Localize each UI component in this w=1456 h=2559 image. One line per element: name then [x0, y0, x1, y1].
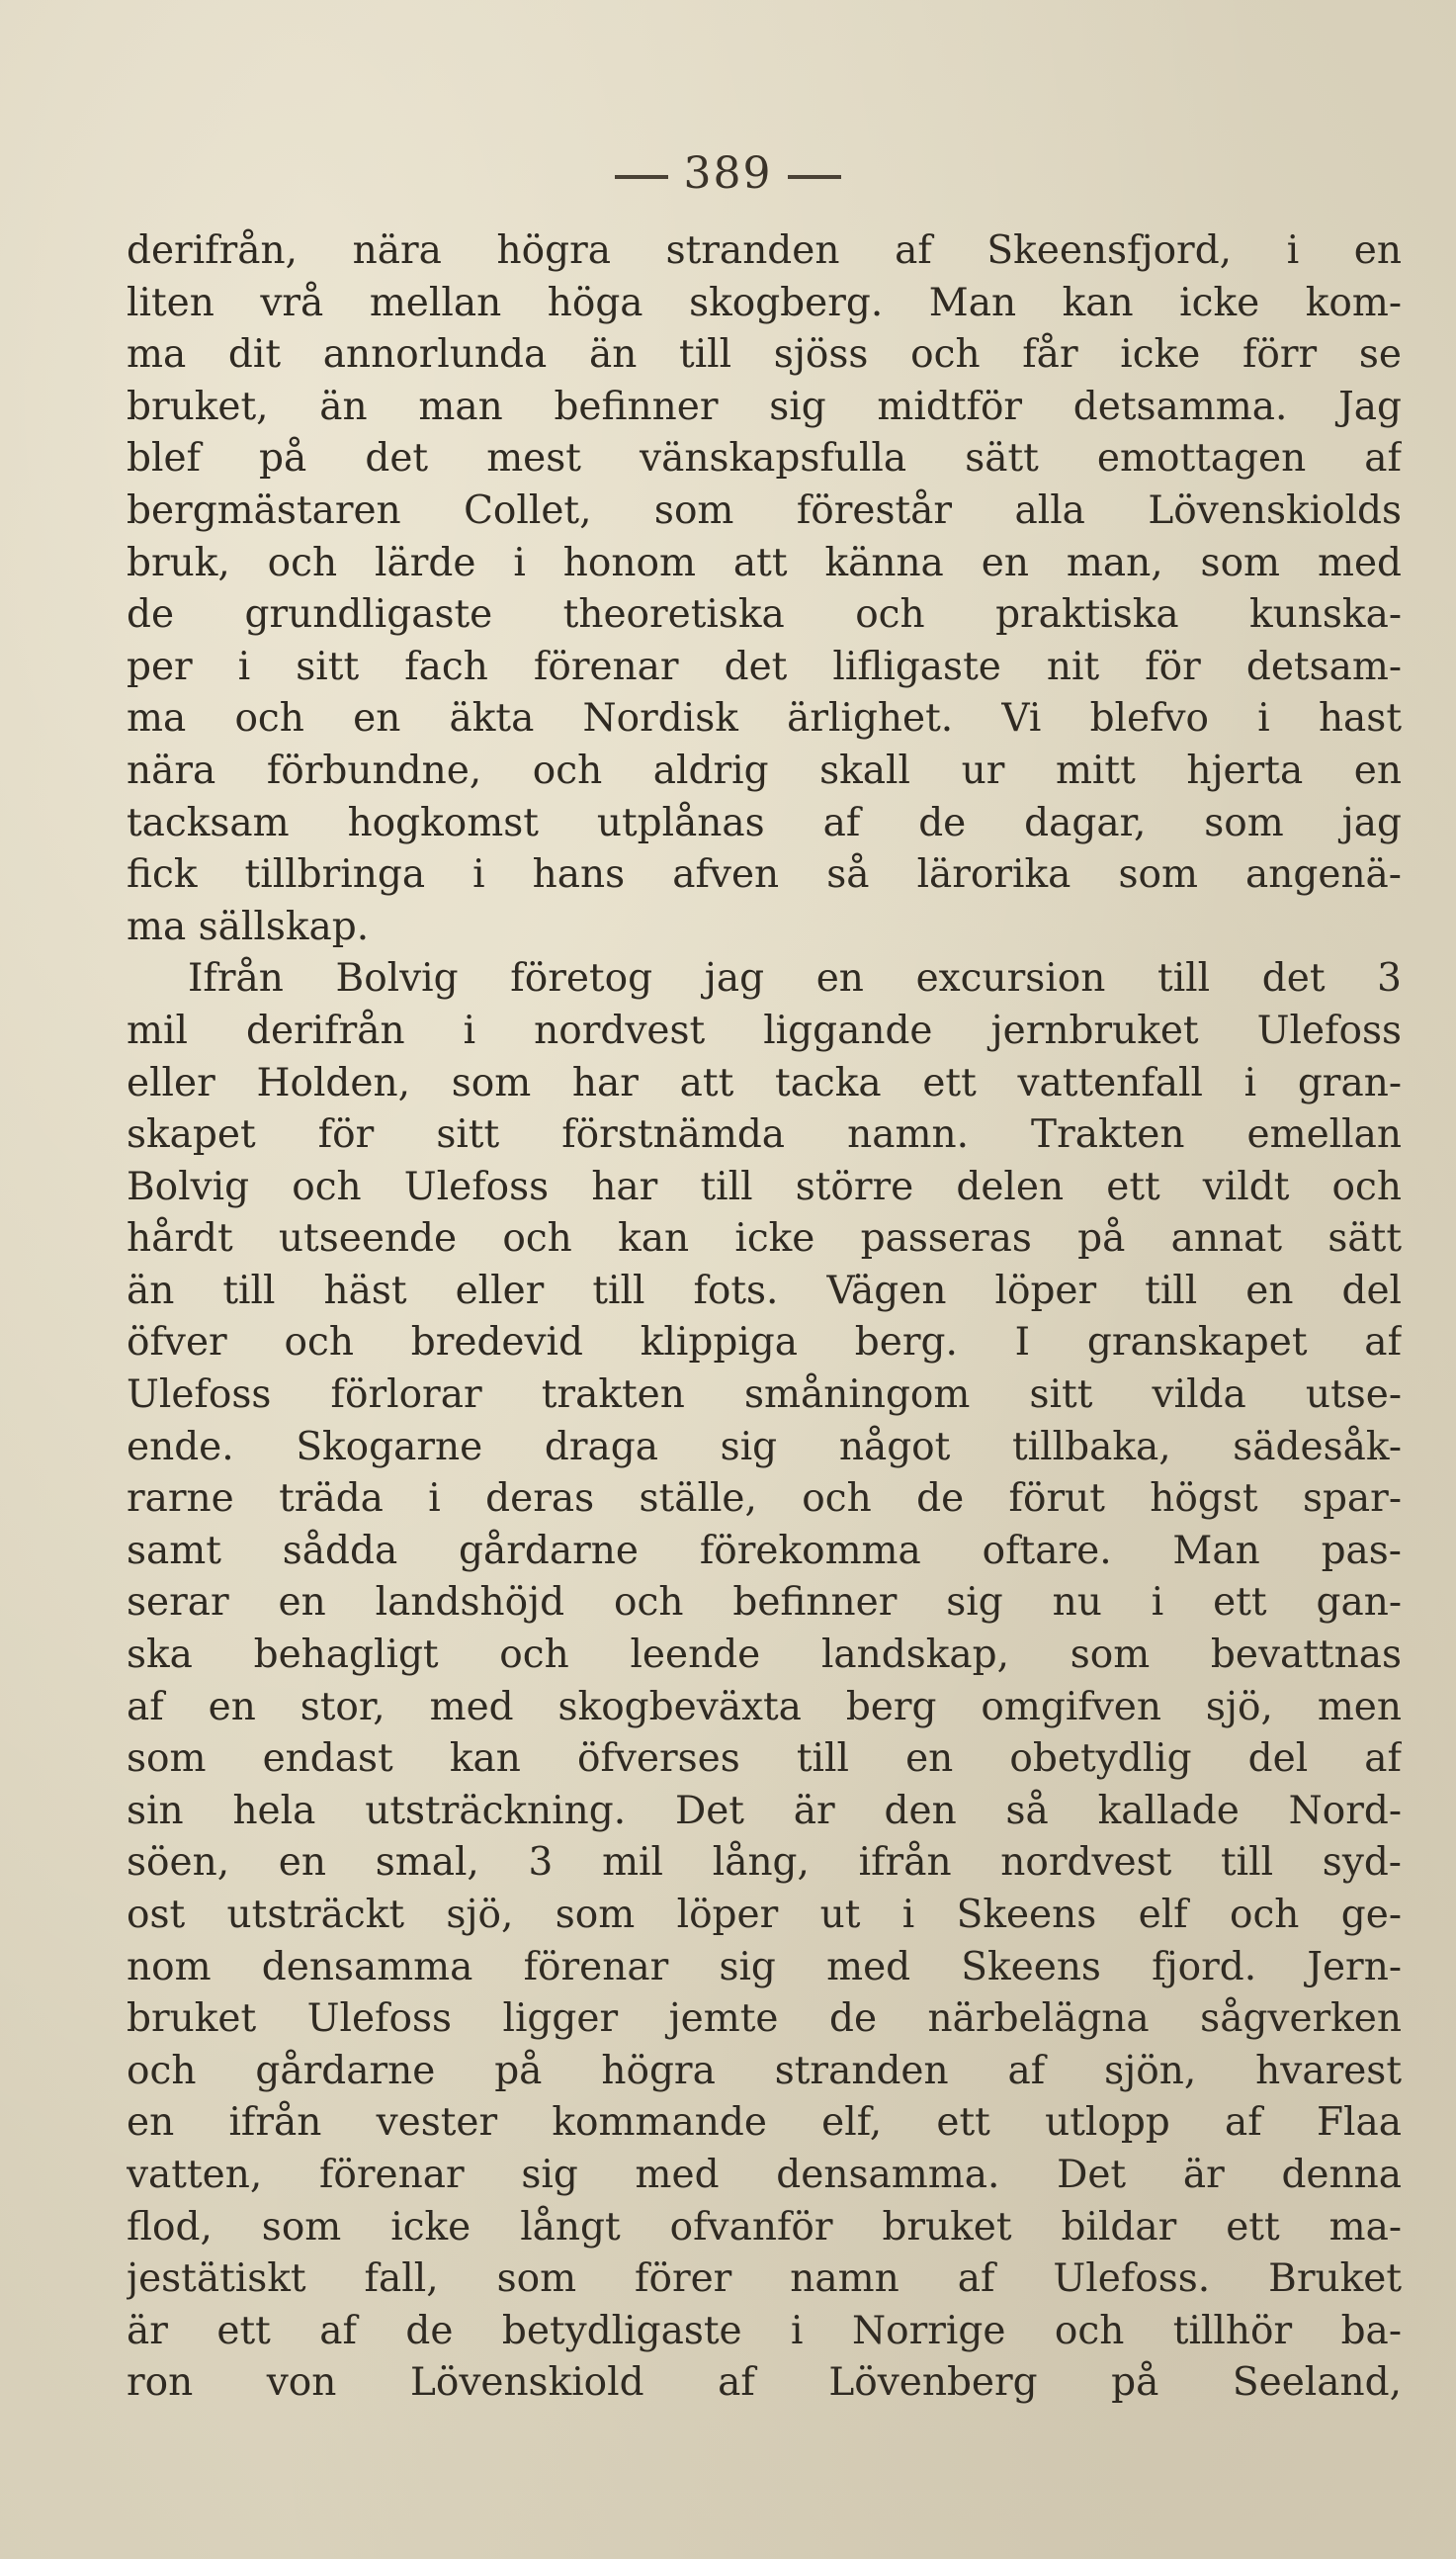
text-line: och gårdarne på högra stranden af sjön, hvarest: [127, 2048, 1402, 2093]
text-line: de grundligaste theoretiska och praktiska kunska-: [127, 592, 1402, 638]
text-line: fick tillbringa i hans afven så lärorika som angenä-: [127, 852, 1402, 898]
text-line: bruk, och lärde i honom att känna en man, som med: [127, 540, 1402, 585]
text-line: tacksam hogkomst utplånas af de dagar, som jag: [127, 800, 1402, 845]
page-number: 389: [683, 148, 773, 199]
text-line: skapet för sitt förstnämda namn. Trakten emellan: [127, 1112, 1402, 1158]
text-line-paragraph-end: ma sällskap.: [127, 904, 370, 949]
text-line: Ulefoss förlorar trakten småningom sitt vilda utse-: [127, 1372, 1402, 1418]
text-line: ma och en äkta Nordisk ärlighet. Vi blefvo i hast: [127, 696, 1402, 742]
text-line: ma dit annorlunda än till sjöss och får icke förr se: [127, 332, 1402, 378]
body-text: [127, 225, 1402, 2410]
text-line: bergmästaren Collet, som förestår alla Lövenskiolds: [127, 487, 1402, 533]
text-line: sin hela utsträckning. Det är den så kallade Nord-: [127, 1788, 1402, 1833]
text-line: mil derifrån i nordvest liggande jernbruket Ulefoss: [127, 1008, 1402, 1053]
text-line: ost utsträckt sjö, som löper ut i Skeens elf och ge-: [127, 1893, 1402, 1937]
text-line: rarne träda i deras ställe, och de förut högst spar-: [127, 1476, 1402, 1522]
text-line: jestätiskt fall, som förer namn af Ulefoss. Bruket: [127, 2256, 1402, 2302]
text-line: är ett af de betydligaste i Norrige och tillhör ba-: [127, 2308, 1402, 2353]
text-line: vatten, förenar sig med densamma. Det är denna: [127, 2152, 1402, 2197]
text-line: en ifrån vester kommande elf, ett utlopp af Flaa: [127, 2100, 1402, 2146]
text-line: ende. Skogarne draga sig något tillbaka, sädesåk-: [127, 1424, 1402, 1469]
text-line: flod, som icke långt ofvanför bruket bildar ett ma-: [127, 2204, 1402, 2250]
text-line: ron von Lövenskiold af Lövenberg på Seeland,: [127, 2360, 1402, 2406]
text-line: nom densamma förenar sig med Skeens fjord. Jern-: [127, 1944, 1402, 1989]
text-line: än till häst eller till fots. Vägen löper till en del: [127, 1268, 1402, 1313]
text-line: af en stor, med skogbeväxta berg omgifven sjö, men: [127, 1684, 1402, 1729]
text-line: som endast kan öfverses till en obetydlig del af: [127, 1736, 1402, 1782]
page-header: [0, 148, 1456, 199]
text-line: eller Holden, som har att tacka ett vattenfall i gran-: [127, 1060, 1402, 1105]
text-line: per i sitt fach förenar det lifligaste nit för detsam-: [127, 644, 1402, 689]
text-line: nära förbundne, och aldrig skall ur mitt hjerta en: [127, 748, 1402, 793]
text-line: serar en landshöjd och befinner sig nu i ett gan-: [127, 1580, 1402, 1626]
text-line: söen, en smal, 3 mil lång, ifrån nordvest till syd-: [127, 1840, 1402, 1886]
text-line: bruket, än man befinner sig midtför detsamma. Jag: [127, 384, 1402, 429]
text-line: derifrån, nära högra stranden af Skeensfjord, i en: [127, 228, 1402, 273]
text-line: bruket Ulefoss ligger jemte de närbelägna sågverken: [127, 1996, 1402, 2042]
text-line: hårdt utseende och kan icke passeras på annat sätt: [127, 1216, 1402, 1262]
text-line: öfver och bredevid klippiga berg. I granskapet af: [127, 1320, 1402, 1366]
text-line: samt sådda gårdarne förekomma oftare. Man pas-: [127, 1528, 1402, 1573]
text-line: Bolvig och Ulefoss har till större delen ett vildt och: [127, 1164, 1402, 1209]
text-line-paragraph-start: Ifrån Bolvig företog jag en excursion till det 3: [188, 956, 1402, 1002]
header-dash-right: [788, 175, 841, 179]
text-line: blef på det mest vänskapsfulla sätt emottagen af: [127, 436, 1402, 482]
text-line: ska behagligt och leende landskap, som bevattnas: [127, 1632, 1402, 1678]
text-line: liten vrå mellan höga skogberg. Man kan icke kom-: [127, 280, 1402, 325]
header-dash-left: [615, 175, 668, 179]
